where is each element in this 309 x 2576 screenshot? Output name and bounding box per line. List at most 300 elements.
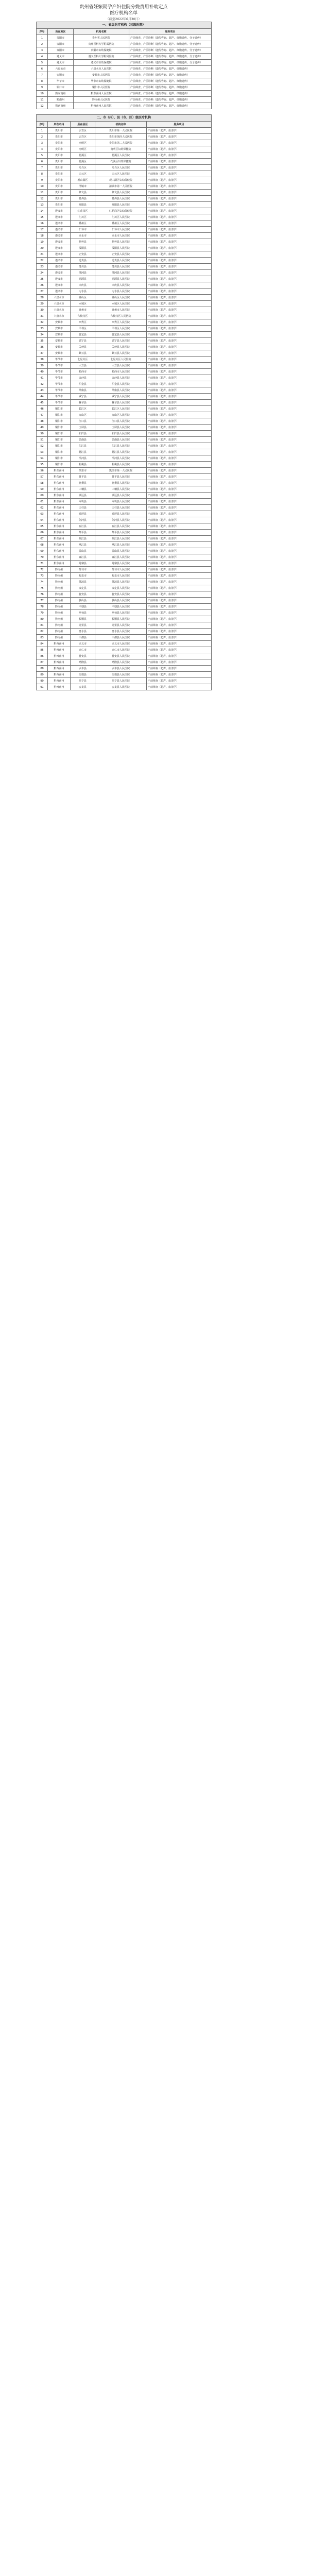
table-cell: 83 — [37, 635, 48, 641]
table-cell: 赫章县 — [71, 400, 95, 406]
table-cell: 75 — [37, 585, 48, 591]
table-row — [37, 610, 212, 616]
table-cell: 六盘水市 — [48, 295, 71, 301]
table-cell: 荔波县 — [71, 579, 95, 585]
table-cell: 贞丰县 — [71, 666, 95, 672]
table-row — [37, 227, 212, 233]
table-row — [37, 319, 212, 326]
table-cell: 产前筛查、产前诊断（遗传咨询、超声、细胞遗传） — [129, 84, 212, 91]
table-cell: 六盘水市人民医院 — [74, 66, 129, 72]
table-cell: 黔南州人民医院 — [74, 97, 129, 103]
table-cell: 产前筛查（超声、血清学） — [147, 387, 212, 394]
table-cell: 印江县 — [71, 443, 95, 449]
table-cell: 三都县 — [71, 635, 95, 641]
table-cell: 册亨县 — [71, 678, 95, 684]
table-cell: 11 — [37, 190, 48, 196]
table-cell: 贵州省人民医院 — [74, 35, 129, 41]
table-cell: 长顺县人民医院 — [95, 616, 147, 622]
table-cell: 绥阳县人民医院 — [95, 245, 147, 251]
table-cell: 麻江县 — [71, 554, 95, 561]
table-cell: 产前筛查（超声、血清学） — [147, 190, 212, 196]
table-cell: 仁怀市人民医院 — [95, 227, 147, 233]
table-cell: 黔南州 — [48, 585, 71, 591]
table-cell: 产前筛查（超声、血清学） — [147, 369, 212, 375]
table-row — [37, 196, 212, 202]
table-cell: 产前筛查（超声、血清学） — [147, 282, 212, 289]
table-cell: 黔东南州 — [48, 474, 71, 480]
table-row — [37, 60, 212, 66]
table-cell: 黎平县人民医院 — [95, 530, 147, 536]
table-cell: 晴隆县 — [71, 659, 95, 666]
table-cell: 35 — [37, 338, 48, 344]
table-cell: 镇宁县人民医院 — [95, 338, 147, 344]
table-cell: 松桃县人民医院 — [95, 462, 147, 468]
table-cell: 毕节市 — [48, 357, 71, 363]
table-row — [37, 425, 212, 431]
table-cell: 毕节市 — [48, 394, 71, 400]
table-cell: 贵州医科大学附属医院 — [74, 41, 129, 47]
table-cell: 瓮安县 — [71, 591, 95, 598]
table-row — [37, 301, 212, 307]
table-cell: 31 — [37, 313, 48, 319]
table-cell: 贵阳市第一人民医院 — [95, 128, 147, 134]
table-cell: 66 — [37, 530, 48, 536]
table-cell: 南明区妇幼保健院 — [95, 146, 147, 152]
table-cell: 14 — [37, 208, 48, 214]
table-cell: 安顺市 — [48, 344, 71, 350]
table-cell: 产前筛查（超声、血清学） — [147, 486, 212, 493]
table-cell: 习水县人民医院 — [95, 289, 147, 295]
table-row — [37, 449, 212, 455]
table-cell: 37 — [37, 350, 48, 357]
table-cell: 麻江县人民医院 — [95, 554, 147, 561]
table-cell: 产前筛查（超声、血清学） — [147, 542, 212, 548]
table-cell: 铜仁市 — [48, 431, 71, 437]
table-cell: 安顺市 — [48, 72, 74, 78]
table-cell: 盘州市人民医院 — [95, 307, 147, 313]
table-row — [37, 418, 212, 425]
table-row — [37, 159, 212, 165]
table-cell: 产前筛查（超声、血清学） — [147, 523, 212, 530]
table-cell: 贵阳市第二人民医院 — [95, 140, 147, 146]
table-cell: 41 — [37, 375, 48, 381]
table-cell: 黔东南州 — [48, 542, 71, 548]
table-cell: 黔南州 — [48, 604, 71, 610]
table-cell: 西秀区人民医院 — [95, 319, 147, 326]
table-cell: 产前筛查（超声、血清学） — [147, 425, 212, 431]
table-row — [37, 202, 212, 208]
table-cell: 黔南州 — [48, 591, 71, 598]
table-cell: 铜仁市 — [48, 449, 71, 455]
table-cell: 毕节市妇幼保健院 — [74, 78, 129, 84]
table-cell: 贵阳市 — [48, 183, 71, 190]
table-cell: 普安县人民医院 — [95, 653, 147, 659]
table-cell: 黔东南州 — [48, 505, 71, 511]
table-cell: 罗甸县人民医院 — [95, 610, 147, 616]
table-cell: 荔波县人民医院 — [95, 579, 147, 585]
table-cell: 瓮安县人民医院 — [95, 591, 147, 598]
table-cell: 铜仁市 — [48, 418, 71, 425]
table-cell: 产前筛查、产前诊断（遗传咨询、超声、细胞遗传） — [129, 91, 212, 97]
table-cell: 从江县人民医院 — [95, 542, 147, 548]
table-cell: 产前筛查（超声、血清学） — [147, 455, 212, 462]
table-cell: 黔南州 — [48, 567, 71, 573]
table-cell: 产前筛查（超声、血清学） — [147, 258, 212, 264]
table-cell: 67 — [37, 536, 48, 542]
table-cell: 40 — [37, 369, 48, 375]
table-row — [37, 493, 212, 499]
table-cell: 石阡县人民医院 — [95, 431, 147, 437]
table-row — [37, 412, 212, 418]
table-cell: 产前筛查（超声、血清学） — [147, 394, 212, 400]
table-cell: 产前筛查（超声、血清学） — [147, 684, 212, 690]
table-cell: 六枝特区 — [71, 313, 95, 319]
table-cell: 49 — [37, 425, 48, 431]
table-cell: 贞丰县人民医院 — [95, 666, 147, 672]
table-cell: 产前筛查（超声、血清学） — [147, 530, 212, 536]
table-cell: 江口县人民医院 — [95, 418, 147, 425]
table-cell: 望谟县 — [71, 672, 95, 678]
table-cell: 4 — [37, 54, 48, 60]
table-row — [37, 647, 212, 653]
table-row — [37, 276, 212, 282]
table-cell: 27 — [37, 289, 48, 295]
table-cell: 贵阳市 — [48, 196, 71, 202]
table-cell: 遵义市 — [48, 270, 71, 276]
table-row — [37, 97, 212, 103]
table-cell: 58 — [37, 480, 48, 486]
table-cell: 产前筛查、产前诊断（遗传咨询、超声、细胞遗传） — [129, 66, 212, 72]
table-cell: 产前筛查（超声、血清学） — [147, 363, 212, 369]
table-cell: 产前筛查（超声、血清学） — [147, 221, 212, 227]
table-cell: 79 — [37, 610, 48, 616]
table-cell: 花溪区 — [71, 152, 95, 159]
table-cell: 54 — [37, 455, 48, 462]
table-cell: 23 — [37, 264, 48, 270]
table-cell: 产前筛查（超声、血清学） — [147, 381, 212, 387]
table-cell: 普定县 — [71, 332, 95, 338]
table-cell: 32 — [37, 319, 48, 326]
table-cell: 53 — [37, 449, 48, 455]
table-cell: 湄潭县 — [71, 276, 95, 282]
table-cell: 遵义市 — [48, 227, 71, 233]
table-cell: 黔东南州 — [48, 499, 71, 505]
table-cell: 福泉市 — [71, 573, 95, 579]
table-cell: 34 — [37, 332, 48, 338]
table-row — [37, 152, 212, 159]
table-cell: 遵义市 — [48, 239, 71, 245]
county-table — [36, 114, 212, 690]
table-row — [37, 437, 212, 443]
table-cell: 57 — [37, 474, 48, 480]
table-cell: 产前筛查、产前诊断（遗传咨询、超声、细胞遗传、分子遗传） — [129, 54, 212, 60]
table-row — [37, 387, 212, 394]
table-row — [37, 183, 212, 190]
table-row — [37, 554, 212, 561]
table-cell: 万山区人民医院 — [95, 412, 147, 418]
table-row — [37, 622, 212, 629]
table-cell: 88 — [37, 666, 48, 672]
table-cell: 凯里市 — [71, 468, 95, 474]
table-row — [37, 530, 212, 536]
table-cell: 赫章县人民医院 — [95, 400, 147, 406]
table-cell: 贵阳市 — [48, 159, 71, 165]
table-cell: 25 — [37, 276, 48, 282]
table-cell: 黔西南州 — [48, 684, 71, 690]
table-cell: 26 — [37, 282, 48, 289]
table-cell: 6 — [37, 159, 48, 165]
table-cell: 产前筛查（超声、血清学） — [147, 585, 212, 591]
table-cell: 播州区 — [71, 221, 95, 227]
table-cell: 产前筛查（超声、血清学） — [147, 653, 212, 659]
table-cell: 产前筛查（超声、血清学） — [147, 400, 212, 406]
table-cell: 威宁县人民医院 — [95, 394, 147, 400]
table-cell: 产前筛查、产前诊断（遗传咨询、超声、细胞遗传） — [129, 72, 212, 78]
table-cell: 余庆县人民医院 — [95, 282, 147, 289]
table-cell: 正安县 — [71, 251, 95, 258]
table-row — [37, 641, 212, 647]
table-cell: 产前筛查（超声、血清学） — [147, 344, 212, 350]
table-cell: 铜仁市 — [48, 425, 71, 431]
table-cell: 18 — [37, 233, 48, 239]
table-cell: 关岭县 — [71, 344, 95, 350]
table-cell: 黔西南州 — [48, 672, 71, 678]
table-cell: 48 — [37, 418, 48, 425]
table-cell: 大方县 — [71, 363, 95, 369]
table-cell: 开阳县 — [71, 202, 95, 208]
col-header-institution: 机构名称 — [95, 122, 147, 128]
table-cell: 安顺市 — [48, 326, 71, 332]
table-cell: 72 — [37, 567, 48, 573]
table-cell: 遵义市 — [48, 276, 71, 282]
county-section-heading: 二、市（州）、县（市、区）级医疗机构 — [37, 115, 212, 122]
table-cell: 39 — [37, 363, 48, 369]
table-cell: 黔西市人民医院 — [95, 369, 147, 375]
table-cell: 黔东南州 — [48, 91, 74, 97]
table-cell: 石阡县 — [71, 431, 95, 437]
table-cell: 黔东南州 — [48, 517, 71, 523]
table-cell: 台江县人民医院 — [95, 523, 147, 530]
table-cell: 63 — [37, 511, 48, 517]
table-cell: 息烽县人民医院 — [95, 196, 147, 202]
table-cell: 贵阳市 — [48, 41, 74, 47]
table-cell: 产前筛查（超声、血清学） — [147, 641, 212, 647]
table-cell: 毕节市 — [48, 400, 71, 406]
table-cell: 铜仁市 — [48, 443, 71, 449]
table-cell: 4 — [37, 146, 48, 152]
table-cell: 黔南州 — [48, 629, 71, 635]
table-cell: 万山区 — [71, 412, 95, 418]
table-cell: 81 — [37, 622, 48, 629]
table-row — [37, 474, 212, 480]
table-row — [37, 462, 212, 468]
table-cell: 观山湖区 — [71, 177, 95, 183]
table-row — [37, 35, 212, 41]
table-cell: 毕节市 — [48, 381, 71, 387]
table-cell: 产前筛查、产前诊断（遗传咨询、超声、细胞遗传） — [129, 78, 212, 84]
table-cell: 11 — [37, 97, 48, 103]
table-cell: 花溪区人民医院 — [95, 152, 147, 159]
table-cell: 5 — [37, 60, 48, 66]
table-cell: 毕节市 — [48, 387, 71, 394]
table-row — [37, 282, 212, 289]
table-cell: 产前筛查、产前诊断（遗传咨询、超声、细胞遗传） — [129, 97, 212, 103]
table-row — [37, 468, 212, 474]
table-cell: 凤冈县 — [71, 270, 95, 276]
col-header-city: 所在市州 — [48, 122, 71, 128]
table-row — [37, 177, 212, 183]
table-cell: 贵定县人民医院 — [95, 585, 147, 591]
table-cell: 黔东南州 — [48, 554, 71, 561]
table-cell: 桐梓县人民医院 — [95, 239, 147, 245]
table-cell: 遵义市 — [48, 264, 71, 270]
table-row — [37, 270, 212, 276]
table-cell: 3 — [37, 140, 48, 146]
table-cell: 铜仁市 — [48, 455, 71, 462]
table-cell: 岑巩县 — [71, 499, 95, 505]
table-cell: 15 — [37, 214, 48, 221]
table-cell: 56 — [37, 468, 48, 474]
table-row — [37, 264, 212, 270]
table-cell: 产前筛查（超声、血清学） — [147, 561, 212, 567]
table-cell: 雷山县 — [71, 548, 95, 554]
table-cell: 22 — [37, 258, 48, 264]
table-row — [37, 561, 212, 567]
table-cell: 六盘水市 — [48, 307, 71, 313]
table-row — [37, 604, 212, 610]
table-row — [37, 455, 212, 462]
table-row — [37, 245, 212, 251]
table-cell: 长顺县 — [71, 616, 95, 622]
document-page — [36, 4, 211, 690]
table-cell: 钟山区 — [71, 295, 95, 301]
table-cell: 织金县人民医院 — [95, 381, 147, 387]
table-row — [37, 91, 212, 97]
table-cell: 施秉县人民医院 — [95, 480, 147, 486]
table-cell: 黔东南州人民医院 — [74, 91, 129, 97]
table-cell: 产前筛查（超声、血清学） — [147, 629, 212, 635]
table-cell: 丹寨县人民医院 — [95, 561, 147, 567]
table-cell: 贵阳市 — [48, 165, 71, 171]
table-cell: 贵阳市 — [48, 47, 74, 54]
table-cell: 产前筛查（超声、血清学） — [147, 214, 212, 221]
table-cell: 产前筛查（超声、血清学） — [147, 289, 212, 295]
table-cell: 遵义市 — [48, 208, 71, 214]
table-cell: 黔南州 — [48, 610, 71, 616]
table-row — [37, 598, 212, 604]
table-cell: 毕节市 — [48, 78, 74, 84]
col-header-region: 所在地区 — [48, 29, 74, 35]
table-cell: 91 — [37, 684, 48, 690]
table-cell: 71 — [37, 561, 48, 567]
table-cell: 黔南州 — [48, 622, 71, 629]
table-row — [37, 326, 212, 332]
table-cell: 三都县人民医院 — [95, 635, 147, 641]
table-cell: 2 — [37, 41, 48, 47]
table-cell: 产前筛查（超声、血清学） — [147, 140, 212, 146]
table-row — [37, 103, 212, 109]
table-cell: 产前筛查（超声、血清学） — [147, 443, 212, 449]
table-cell: 平坝区 — [71, 326, 95, 332]
table-row — [37, 542, 212, 548]
table-cell: 产前筛查（超声、血清学） — [147, 591, 212, 598]
table-cell: 铜仁市 — [48, 84, 74, 91]
document-date: （截至2022年6月30日） — [106, 18, 142, 21]
table-cell: 红花岗区 — [71, 208, 95, 214]
table-cell: 产前筛查（超声、血清学） — [147, 499, 212, 505]
table-cell: 3 — [37, 47, 48, 54]
table-cell: 榕江县人民医院 — [95, 536, 147, 542]
table-cell: 六盘水市 — [48, 66, 74, 72]
table-cell: 汇川区人民医院 — [95, 214, 147, 221]
table-cell: 产前筛查（超声、血清学） — [147, 579, 212, 585]
table-cell: 铜仁市 — [48, 406, 71, 412]
table-cell: 82 — [37, 629, 48, 635]
table-cell: 产前筛查（超声、血清学） — [147, 511, 212, 517]
table-row — [37, 375, 212, 381]
table-cell: 黔东南州 — [48, 536, 71, 542]
table-cell: 遵义市 — [48, 233, 71, 239]
table-cell: 江口县 — [71, 418, 95, 425]
table-cell: 贵阳市 — [48, 202, 71, 208]
table-cell: 播州区人民医院 — [95, 221, 147, 227]
table-row — [37, 394, 212, 400]
table-cell: 黔东南州 — [48, 493, 71, 499]
table-row — [37, 146, 212, 152]
table-row — [37, 536, 212, 542]
table-cell: 六枝特区人民医院 — [95, 313, 147, 319]
table-cell: 45 — [37, 400, 48, 406]
table-cell: 汇川区 — [71, 214, 95, 221]
table-cell: 黔东南州 — [48, 511, 71, 517]
table-cell: 织金县 — [71, 381, 95, 387]
table-cell: 产前筛查（超声、血清学） — [147, 171, 212, 177]
table-cell: 锦屏县 — [71, 511, 95, 517]
table-cell: 2 — [37, 134, 48, 140]
table-cell: 黔东南州 — [48, 486, 71, 493]
table-cell: 铜仁市 — [48, 437, 71, 443]
table-cell: 12 — [37, 196, 48, 202]
table-cell: 19 — [37, 239, 48, 245]
provincial-section-heading: 一、省级医疗机构（三级医院） — [37, 22, 212, 29]
table-row — [37, 295, 212, 301]
table-cell: 湄潭县人民医院 — [95, 276, 147, 282]
table-cell: 7 — [37, 165, 48, 171]
table-cell: 产前筛查（超声、血清学） — [147, 406, 212, 412]
table-cell: 安顺市 — [48, 350, 71, 357]
table-row — [37, 190, 212, 196]
table-row — [37, 511, 212, 517]
table-cell: 平坝区人民医院 — [95, 326, 147, 332]
table-row — [37, 381, 212, 387]
table-cell: 产前筛查（超声、血清学） — [147, 647, 212, 653]
table-cell: 遵义市 — [48, 54, 74, 60]
table-cell: 产前筛查（超声、血清学） — [147, 270, 212, 276]
table-row — [37, 233, 212, 239]
table-cell: 遵义市 — [48, 245, 71, 251]
table-cell: 惠水县 — [71, 629, 95, 635]
table-cell: 产前筛查（超声、血清学） — [147, 152, 212, 159]
table-cell: 贵阳市 — [48, 134, 71, 140]
table-cell: 思南县人民医院 — [95, 437, 147, 443]
table-cell: 贵阳市 — [48, 190, 71, 196]
table-cell: 玉屏县人民医院 — [95, 425, 147, 431]
table-cell: 碧江区 — [71, 406, 95, 412]
table-cell: 36 — [37, 344, 48, 350]
table-cell: 64 — [37, 517, 48, 523]
table-cell: 晴隆县人民医院 — [95, 659, 147, 666]
table-cell: 产前筛查、产前诊断（遗传咨询、超声、细胞遗传、分子遗传） — [129, 47, 212, 54]
